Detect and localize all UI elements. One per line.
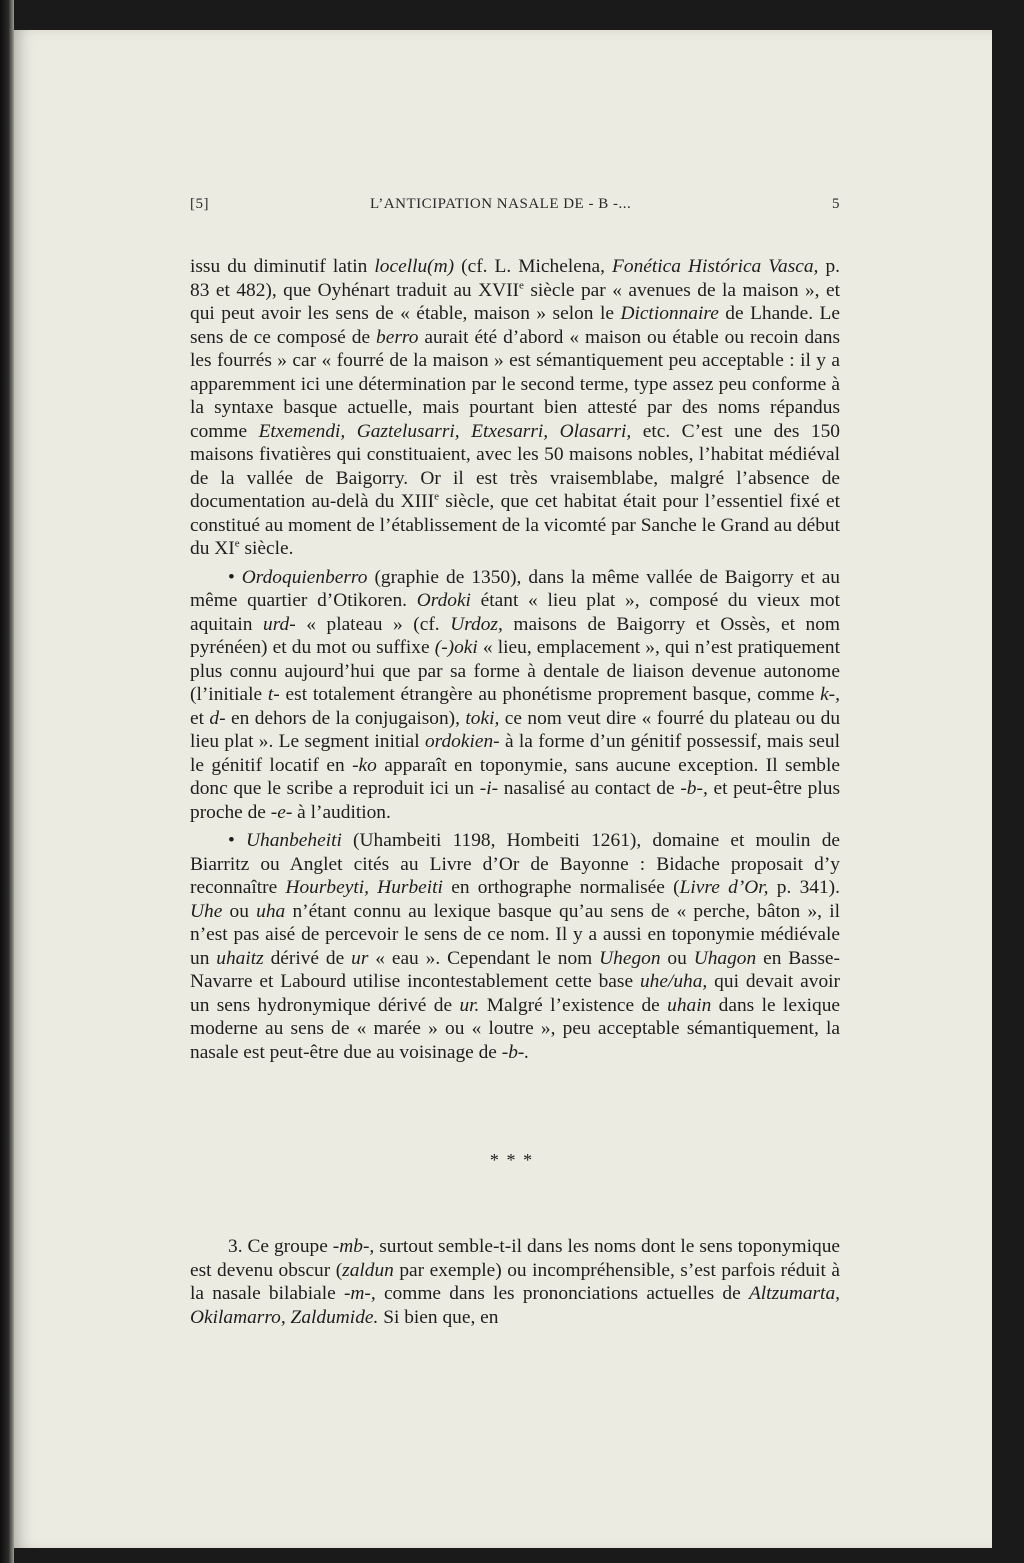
italic-term: Uhanbeheiti xyxy=(246,830,342,851)
paragraph-1 xyxy=(190,255,840,561)
italic-term: k-, xyxy=(820,684,840,705)
italic-term: Fonética Histórica Vasca, xyxy=(612,256,819,277)
text-run: par exemple) ou incompréhensible, s’est parfois réduit à la nasale bilabiale xyxy=(190,1259,840,1304)
italic-term: ur. xyxy=(459,994,480,1016)
italic-term: ordokien- xyxy=(424,731,500,752)
paragraph-2 xyxy=(190,566,840,825)
italic-term: berro xyxy=(376,326,419,348)
text-run: qui devait avoir un sens hydronymique dérivé de xyxy=(190,971,840,1016)
text-run: à l’audition. xyxy=(292,801,391,823)
text-run: étant « lieu plat », composé du vieux mot aquitain xyxy=(190,590,840,635)
running-title: L’ANTICIPATION NASALE DE - B -... xyxy=(370,196,632,212)
paragraph-4 xyxy=(190,1235,840,1329)
italic-term: -ko xyxy=(352,754,377,776)
italic-term: zaldun xyxy=(342,1259,394,1281)
italic-term: d- xyxy=(209,707,226,729)
italic-term: -mb-, xyxy=(332,1236,375,1257)
text-run: siècle. xyxy=(239,538,294,559)
superscript: e xyxy=(434,490,439,503)
italic-term: -b-, xyxy=(680,778,708,799)
italic-term: uhe/uha, xyxy=(639,971,708,992)
italic-term: t- xyxy=(267,684,280,705)
text-run: ce nom veut dire « fourré du plateau ou du lieu plat ». Le segment initial xyxy=(190,707,841,752)
page-reference: [5] xyxy=(190,196,209,212)
text-run: issu du diminutif latin xyxy=(190,256,375,277)
text-run: (graphie de 1350), dans la même vallée de Baigorry et au même quartier d’Otikoren. xyxy=(190,566,840,611)
italic-term: Ordoquienberro xyxy=(241,566,368,588)
italic-term: -e- xyxy=(270,801,293,823)
text-run: en Basse-Navarre et Labourd utilise incontestablement cette base xyxy=(190,947,840,992)
text-run: apparaît en toponymie, sans aucune exception. Il semble donc que le scribe a reproduit ici un xyxy=(190,754,840,799)
bullet: • xyxy=(228,830,246,851)
text-run: (Uhambeiti 1198, Hombeiti 1261), domaine et moulin de Biarritz ou Anglet cités au Livre d’Or de Bayonne : Bidache proposait d’y reconnaître xyxy=(190,830,841,898)
italic-term: ur xyxy=(351,947,369,969)
section-separator: * * * xyxy=(489,1150,535,1170)
superscript: e xyxy=(519,279,524,292)
italic-term: uhaitz xyxy=(216,947,264,969)
italic-term: Hourbeyti, Hurbeiti xyxy=(285,877,443,898)
text-run: (cf. L. Michelena, xyxy=(454,256,613,277)
italic-term: uha xyxy=(256,900,286,922)
body-text xyxy=(190,255,840,1064)
text-run: surtout semble-t-il dans les noms dont le sens toponymique est devenu obscur ( xyxy=(190,1236,840,1281)
italic-term: -i- xyxy=(479,778,499,799)
text-run: n’étant connu au lexique basque qu’au sens de « perche, bâton », il n’est pas aisé de percevoir le sens de ce nom. Il y a aussi en toponymie médiévale un xyxy=(190,900,841,969)
text-run: siècle par « avenues de la maison », et qui peut avoir les sens de « étable, maison » selon le xyxy=(190,279,840,324)
text-run: maisons de Baigorry et Ossès, et nom pyrénéen) et du mot ou suffixe xyxy=(190,613,841,658)
text-run: et peut-être plus proche de xyxy=(190,778,840,823)
italic-term: toki, xyxy=(465,707,500,729)
text-run: de Lhande. Le sens de ce composé de xyxy=(190,303,840,348)
book-spine xyxy=(0,0,14,1563)
italic-term: Uhegon xyxy=(599,947,661,969)
italic-term: Uhe xyxy=(190,900,223,922)
text-run: ou xyxy=(660,947,694,969)
text-run: et xyxy=(190,707,210,729)
italic-term: Ordoki xyxy=(416,590,471,611)
italic-term: -m-, xyxy=(343,1283,376,1304)
text-run: etc. C’est une des 150 maisons fivatières qui constituaient, avec les 50 maisons nobles, l’habitat médiéval de la vallée de Baigorry. Or il est très vraisemblabe, malgré l’absence de documentation au-delà du XIII xyxy=(190,420,840,512)
italic-term: (-)oki xyxy=(434,637,478,658)
text-run: ou xyxy=(222,900,257,922)
italic-term: locellu(m) xyxy=(374,256,455,277)
page-number: 5 xyxy=(832,196,840,212)
text-run: à la forme d’un génitif possessif, mais seul le génitif locatif en xyxy=(190,731,841,776)
text-run: Si bien que, en xyxy=(378,1306,499,1328)
superscript: e xyxy=(234,537,240,550)
text-run: « eau ». Cependant le nom xyxy=(368,947,600,969)
text-run: dans le lexique moderne au sens de « marée » ou « loutre », peu acceptable sémantiquement, la nasale est peut-être due au voisinage de xyxy=(190,994,841,1063)
text-run: p. 83 et 482), que Oyhénart traduit au XVII xyxy=(190,256,840,301)
text-run: « lieu, emplacement », qui n’est pratiquement plus connu aujourd’hui que par sa forme à dentale de liaison devenue autonome (l’initiale xyxy=(190,637,840,705)
text-run: Malgré l’existence de xyxy=(479,994,668,1016)
italic-term: Livre d’Or, xyxy=(679,877,769,898)
text-run: en orthographe normalisée ( xyxy=(442,877,680,898)
text-run: comme dans les prononciations actuelles de xyxy=(375,1283,749,1304)
text-run: 3. Ce groupe xyxy=(228,1236,333,1257)
italic-term: -b-. xyxy=(501,1041,530,1063)
text-run: « plateau » (cf. xyxy=(295,613,451,635)
italic-term: uhain xyxy=(667,994,712,1016)
italic-term: Etxemendi, Gaztelusarri, Etxesarri, Olasarri, xyxy=(258,420,632,442)
text-run: nasalisé au contact de xyxy=(498,778,681,799)
paragraph-3 xyxy=(190,829,840,1064)
text-run: siècle, que cet habitat était pour l’essentiel fixé et constitué au moment de l’établissement de la vicomté par Sanche le Grand au début du XI xyxy=(190,491,840,559)
text-run: est totalement étrangère au phonétisme proprement basque, comme xyxy=(279,684,821,705)
italic-term: Urdoz, xyxy=(450,613,503,635)
section-3 xyxy=(190,1235,840,1329)
italic-term: Uhagon xyxy=(693,947,757,969)
text-run: p. 341). xyxy=(768,877,840,898)
italic-term: Dictionnaire xyxy=(620,303,719,324)
italic-term: urd- xyxy=(263,613,296,635)
text-run: dérivé de xyxy=(263,947,352,969)
bullet: • xyxy=(228,566,242,588)
italic-term: Altzumarta, Okilamarro, Zaldumide. xyxy=(190,1283,840,1328)
text-run: en dehors de la conjugaison), xyxy=(225,707,466,729)
text-run: aurait été d’abord « maison ou étable ou recoin dans les fourrés » car « fourré de la maison » est sémantiquement peu acceptable : il y a apparemment ici une détermination par le second terme, type assez peu conforme à la syntaxe basque actuelle, mais pourtant bien attesté par des noms répandus comme xyxy=(190,326,840,442)
